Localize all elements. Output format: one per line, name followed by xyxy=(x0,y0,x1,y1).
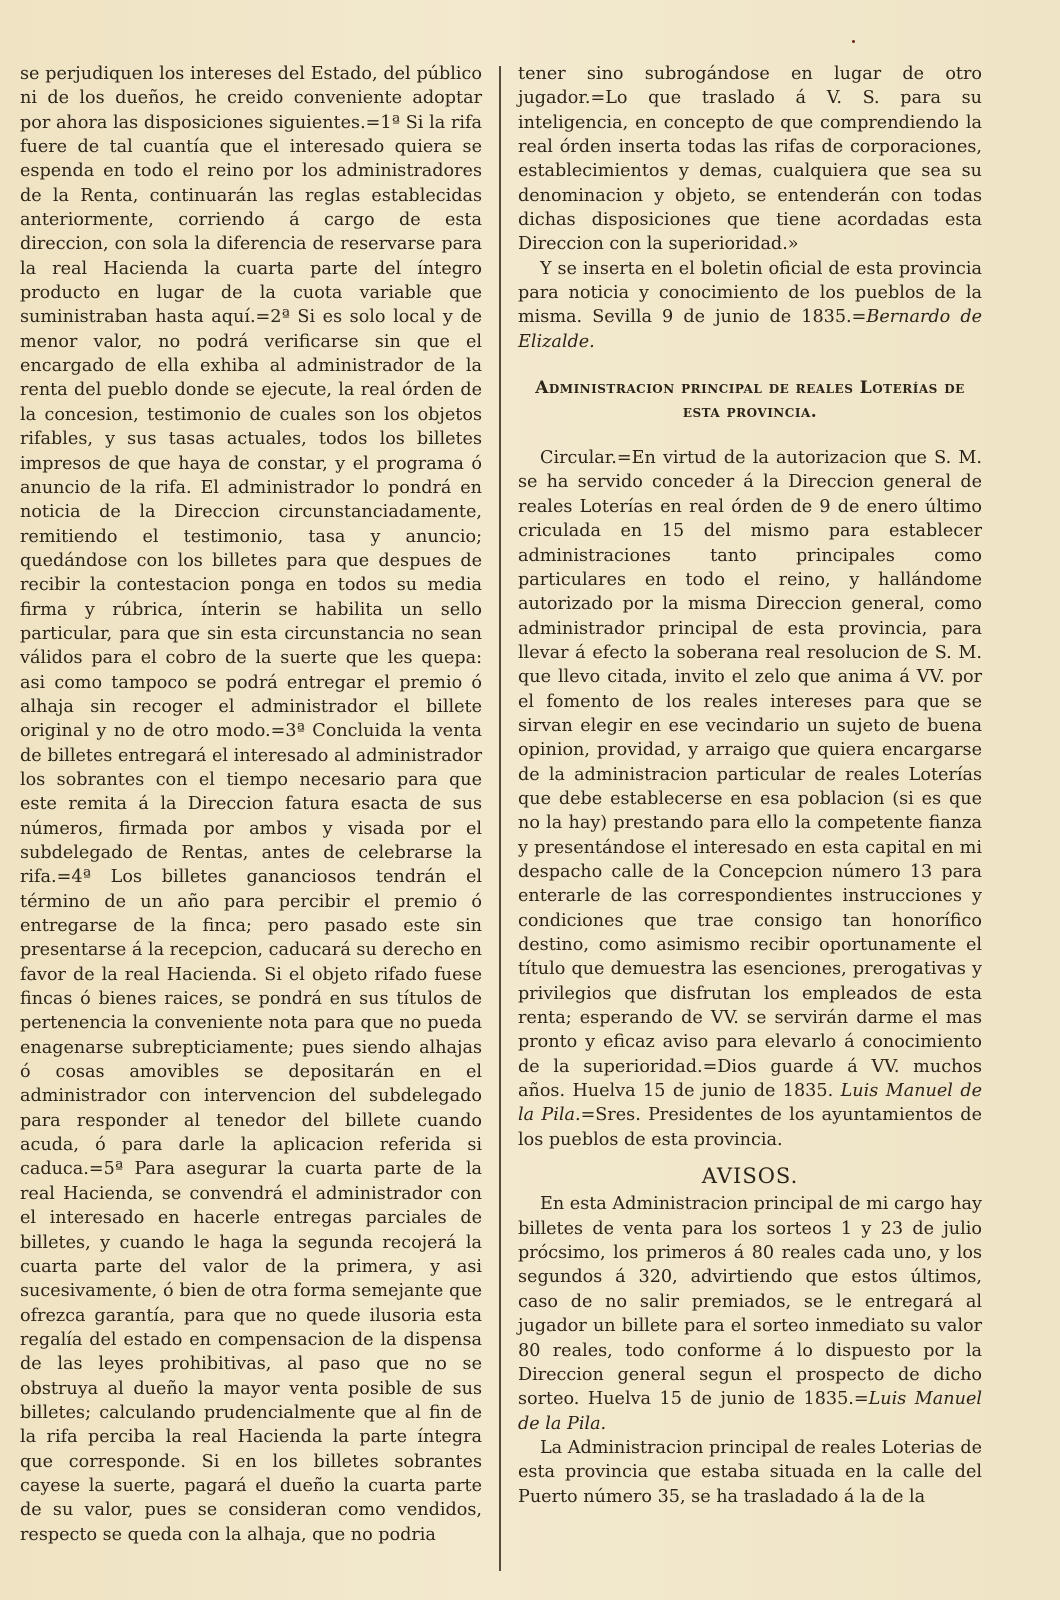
aviso-billetes-text: En esta Administracion principal de mi cargo hay billetes de venta para los sorteos 1 y 23 de julio prócsimo, los primeros á 80 reales cada uno, y los segundos á 320, advirtiendo que estos últimos, caso de no salir premiados, se le entregará al jugador un billete para el sorteo inmediato su valor 80 reales, todo conforme á lo dispuesto por la Direccion general segun el prospecto de dicho sorteo. Huelva 15 de junio de 1835.= xyxy=(518,1194,982,1410)
aviso-billetes-signature: Luis Manuel de la Pila. xyxy=(518,1389,982,1434)
boletin-text: Y se inserta en el boletin oficial de esta provincia para noticia y conocimiento de los pueblos de la misma. Sevilla 9 de junio de 1835.= xyxy=(518,258,982,328)
left-column xyxy=(20,62,482,1547)
aviso-billetes-paragraph xyxy=(518,1192,982,1435)
circular-closing: =Sres. Presidentes de los ayuntamientos de los pueblos de esta provincia. xyxy=(518,1105,982,1150)
lottery-regulations-paragraph: se perjudiquen los intereses del Estado, del público ni de los dueños, he creido conveniente adoptar por ahora las disposiciones siguientes.=1ª Si la rifa fuere de tal cuantía que el interesado quiera se espenda en todo el reino por los administradores de la Renta, continuarán las reglas establecidas anteriormente, corriendo á cargo de esta direccion, con sola la diferencia de reservarse para la real Hacienda la cuarta parte del íntegro producto en lugar de la cuota variable que suministraban hasta aquí.=2ª Si es solo local y de menor valor, no podrá verificarse sin que el encargado de ella exhiba al administrador de la renta del pueblo donde se ejecute, la real órden de la concesion, testimonio de cuales son los objetos rifables, y sus tasas actuales, todos los billetes impresos de que haya de constar, y el programa ó anuncio de la rifa. El administrador lo pondrá en noticia de la Direccion circunstanciadamente, remitiendo el testimonio, tasa y anuncio; quedándose con los billetes para que despues de recibir la contestacion ponga en todos su media firma y rúbrica, ínterin se habilita un sello particular, para que sin esta circunstancia no sean válidos para el cobro de la suerte que les quepa: asi como tampoco se podrá entregar el premio ó alhaja sin recoger el administrador el billete original y no de otro modo.=3ª Concluida la venta de billetes entregará el interesado al administrador los sobrantes con el tiempo necesario para que este remita á la Direccion fatura esacta de sus números, firmada por ambos y visada por el subdelegado de Rentas, antes de celebrarse la rifa.=4ª Los billetes gananciosos tendrán el término de un año para percibir el premio ó entregarse de la finca; pero pasado este sin presentarse á la recepcion, caducará su derecho en favor de la real Hacienda. Si el objeto rifado fuese fincas ó bienes raices, se pondrá en sus títulos de pertenencia la conveniente nota para que no pueda enagenarse subrepticiamente; pues siendo alhajas ó cosas amovibles se depositarán en el administrador con intervencion del subdelegado para responder al tenedor del billete cuando acuda, ó para darle la aplicacion referida si caduca.=5ª Para asegurar la cuarta parte de la real Hacienda, se convendrá el administrador con el interesado en hacerle entregas parciales de billetes, y cuando le haga la segunda recojerá la cuarta parte del valor de la primera, y asi sucesivamente, ó bien de otra forma semejante que ofrezca garantía, para que no quede ilusoria esta regalía del estado en compensacion de la dispensa de las leyes prohibitivas, al paso que no se obstruya al dueño la mayor venta posible de sus billetes; calculando prudencialmente que al fin de la rifa perciba la real Hacienda la parte íntegra que corresponde. Si en los billetes sobrantes cayese la suerte, pagará el dueño la cuarta parte de su valor, pues se consideran como vendidos, respecto se queda con la alhaja, que no podria xyxy=(20,64,482,1545)
column-divider xyxy=(499,66,501,1571)
boletin-paragraph xyxy=(518,257,982,354)
right-column xyxy=(518,62,982,1509)
boletin-signature: Bernardo de Elizalde. xyxy=(518,307,983,352)
circular-text: Circular.=En virtud de la autorizacion que S. M. se ha servido conceder á la Direccion general de reales Loterías en real órden de 9 de enero último criculada en 15 del mismo para establecer administraciones tanto principales como particulares en todo el reino, y hallándome autorizado por la misma Direccion general, como administrador principal de esta provincia, para llevar á efecto la soberana real resolucion de S. M. que llevo citada, invito el zelo que anima á VV. por el fomento de los reales intereses para que se sirvan elegir en ese vecindario un sujeto de buena opinion, providad, y arraigo que quiera encargarse de la administracion particular de reales Loterías que debe establecerse en esa poblacion (si es que no la hay) prestando para ello la competente fianza y presentándose el interesado en esta capital en mi despacho calle de la Concepcion número 13 para enterarle de las correspondientes instrucciones y condiciones que trae consigo tan honorífico destino, como asimismo recibir oportunamente el título que demuestra las esenciones, prerogativas y privilegios que disfrutan los empleados de esta renta; esperando de VV. se servirán darme el mas pronto y eficaz aviso para elevarlo á conocimiento de la superioridad.=Dios guarde á VV. muchos años. Huelva 15 de junio de 1835. xyxy=(518,448,982,1102)
circular-signature: Luis Manuel de la Pila. xyxy=(518,1081,983,1126)
aviso-traslado-paragraph: La Administracion principal de reales Loterias de esta provincia que estaba situada en la calle del Puerto número 35, se ha trasladado á la de la xyxy=(518,1437,982,1507)
continuation-paragraph: tener sino subrogándose en lugar de otro jugador.=Lo que traslado á V. S. para su inteligencia, en concepto de que comprendiendo la real órden inserta todas las rifas de corporaciones, establecimientos y demas, cualquiera que sea su denominacion y objeto, se entenderán con todas dichas disposiciones que tiene acordadas esta Direccion con la superioridad.» xyxy=(518,64,982,255)
avisos-title: AVISOS. xyxy=(701,1164,799,1189)
ink-speck xyxy=(852,40,855,43)
circular-paragraph xyxy=(518,446,982,1152)
section-heading: Administracion principal de reales Loterías de esta provincia. xyxy=(535,378,965,423)
